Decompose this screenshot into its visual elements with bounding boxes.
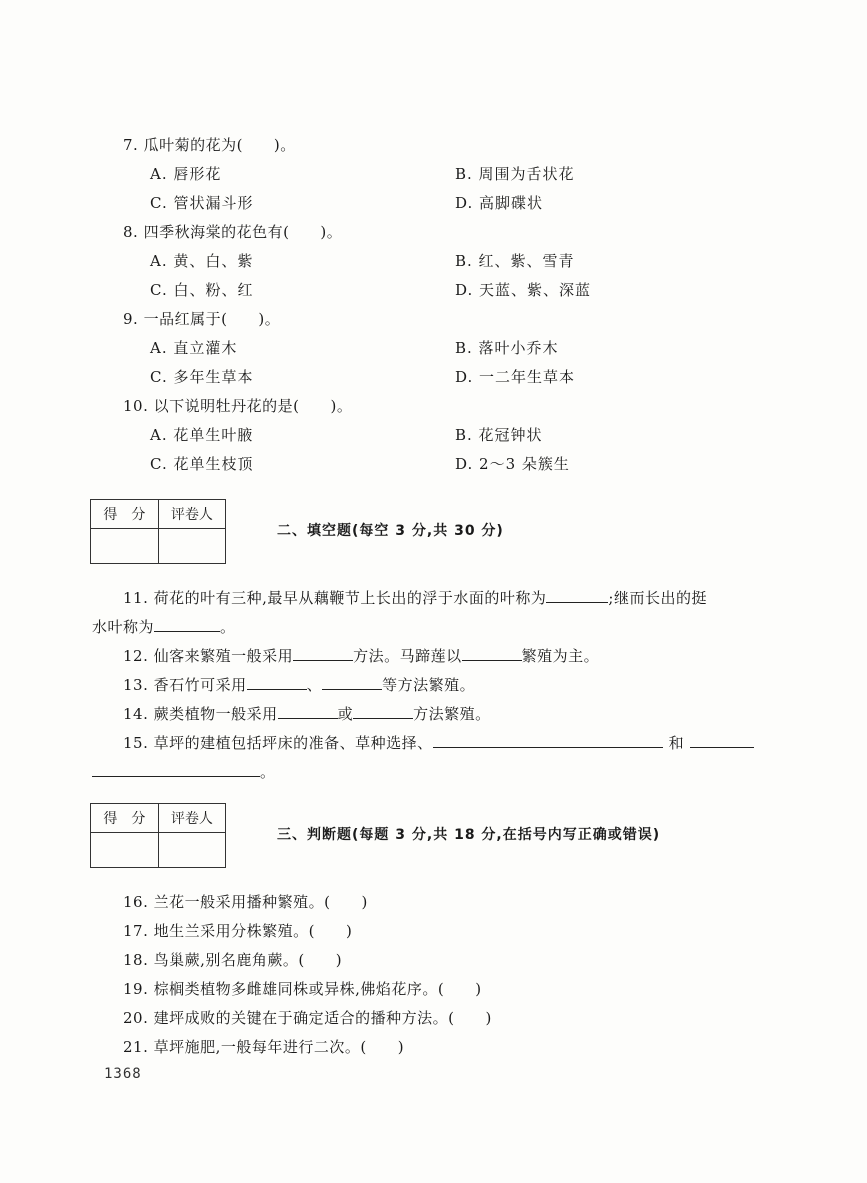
score-cell[interactable]: [91, 529, 159, 564]
question-15-blank-2-cont[interactable]: [92, 762, 260, 777]
question-15-text-b: 和: [668, 734, 685, 752]
score-box-section3: [90, 803, 226, 868]
question-10-option-c: C. 花单生枝顶: [150, 455, 254, 473]
question-7-stem: 7. 瓜叶菊的花为( )。: [123, 136, 296, 154]
score-label: 得 分: [91, 804, 159, 833]
question-9-option-d: D. 一二年生草本: [455, 368, 576, 386]
question-10-option-b: B. 花冠钟状: [455, 426, 543, 444]
question-9-stem: 9. 一品红属于( )。: [123, 310, 281, 328]
question-11-blank-2[interactable]: [154, 617, 220, 632]
question-14-blank-1[interactable]: [278, 704, 338, 719]
question-15-line1: [123, 733, 754, 753]
score-label: 得 分: [91, 500, 159, 529]
question-15-blank-2[interactable]: [690, 733, 754, 748]
question-13-text-b: 、: [306, 676, 323, 694]
question-13-blank-2[interactable]: [322, 675, 382, 690]
question-9-option-a: A. 直立灌木: [150, 339, 238, 357]
question-13: [123, 675, 475, 695]
page-number: 1368: [104, 1066, 142, 1082]
question-11-text-c: 水叶称为: [92, 618, 155, 636]
question-8-option-b: B. 红、紫、雪青: [455, 252, 575, 270]
question-14-blank-2[interactable]: [353, 704, 413, 719]
question-12-text-c: 繁殖为主。: [521, 647, 600, 665]
question-11-text-a: 11. 荷花的叶有三种,最早从藕鞭节上长出的浮于水面的叶称为: [123, 589, 547, 607]
question-8-option-a: A. 黄、白、紫: [150, 252, 254, 270]
question-8-stem: 8. 四季秋海棠的花色有( )。: [123, 223, 343, 241]
question-12-text-b: 方法。马蹄莲以: [353, 647, 462, 665]
grader-label: 评卷人: [158, 804, 225, 833]
question-12-blank-1[interactable]: [293, 646, 353, 661]
question-7-option-a: A. 唇形花: [150, 165, 222, 183]
question-18: 18. 鸟巢蕨,别名鹿角蕨。( ): [123, 951, 343, 969]
question-12-text-a: 12. 仙客来繁殖一般采用: [123, 647, 294, 665]
question-15-line2: [92, 762, 276, 782]
section2-title: 二、填空题(每空 3 分,共 30 分): [277, 523, 504, 539]
question-12: [123, 646, 599, 666]
question-20: 20. 建坪成败的关键在于确定适合的播种方法。( ): [123, 1009, 492, 1027]
question-21: 21. 草坪施肥,一般每年进行二次。( ): [123, 1038, 405, 1056]
question-11-line2: [92, 617, 236, 637]
grader-cell[interactable]: [158, 529, 225, 564]
question-15-blank-1[interactable]: [433, 733, 663, 748]
question-19: 19. 棕榈类植物多雌雄同株或异株,佛焰花序。( ): [123, 980, 482, 998]
question-17: 17. 地生兰采用分株繁殖。( ): [123, 922, 353, 940]
question-8-option-c: C. 白、粉、红: [150, 281, 254, 299]
question-11-text-b: ;继而长出的挺: [608, 589, 707, 607]
question-13-text-a: 13. 香石竹可采用: [123, 676, 247, 694]
question-7-option-d: D. 高脚碟状: [455, 194, 544, 212]
question-9-option-c: C. 多年生草本: [150, 368, 254, 386]
question-7-option-b: B. 周围为舌状花: [455, 165, 575, 183]
grader-label: 评卷人: [158, 500, 225, 529]
score-cell[interactable]: [91, 833, 159, 868]
question-15-text-a: 15. 草坪的建植包括坪床的准备、草种选择、: [123, 734, 433, 752]
question-14-text-a: 14. 蕨类植物一般采用: [123, 705, 278, 723]
question-9-option-b: B. 落叶小乔木: [455, 339, 559, 357]
question-11-line1: [123, 588, 707, 608]
grader-cell[interactable]: [158, 833, 225, 868]
score-box-section2: [90, 499, 226, 564]
question-11-blank-1[interactable]: [546, 588, 608, 603]
section3-title: 三、判断题(每题 3 分,共 18 分,在括号内写正确或错误): [277, 827, 661, 843]
question-10-option-d: D. 2～3 朵簇生: [455, 455, 570, 473]
question-10-option-a: A. 花单生叶腋: [150, 426, 254, 444]
question-14-text-b: 或: [337, 705, 354, 723]
question-11-text-d: 。: [220, 618, 236, 636]
question-14: [123, 704, 491, 724]
question-16: 16. 兰花一般采用播种繁殖。( ): [123, 893, 368, 911]
question-10-stem: 10. 以下说明牡丹花的是( )。: [123, 397, 353, 415]
question-12-blank-2[interactable]: [462, 646, 522, 661]
question-14-text-c: 方法繁殖。: [413, 705, 491, 723]
question-13-blank-1[interactable]: [247, 675, 307, 690]
question-13-text-c: 等方法繁殖。: [382, 676, 476, 694]
question-7-option-c: C. 管状漏斗形: [150, 194, 254, 212]
question-15-text-c: 。: [260, 763, 276, 781]
question-8-option-d: D. 天蓝、紫、深蓝: [455, 281, 592, 299]
